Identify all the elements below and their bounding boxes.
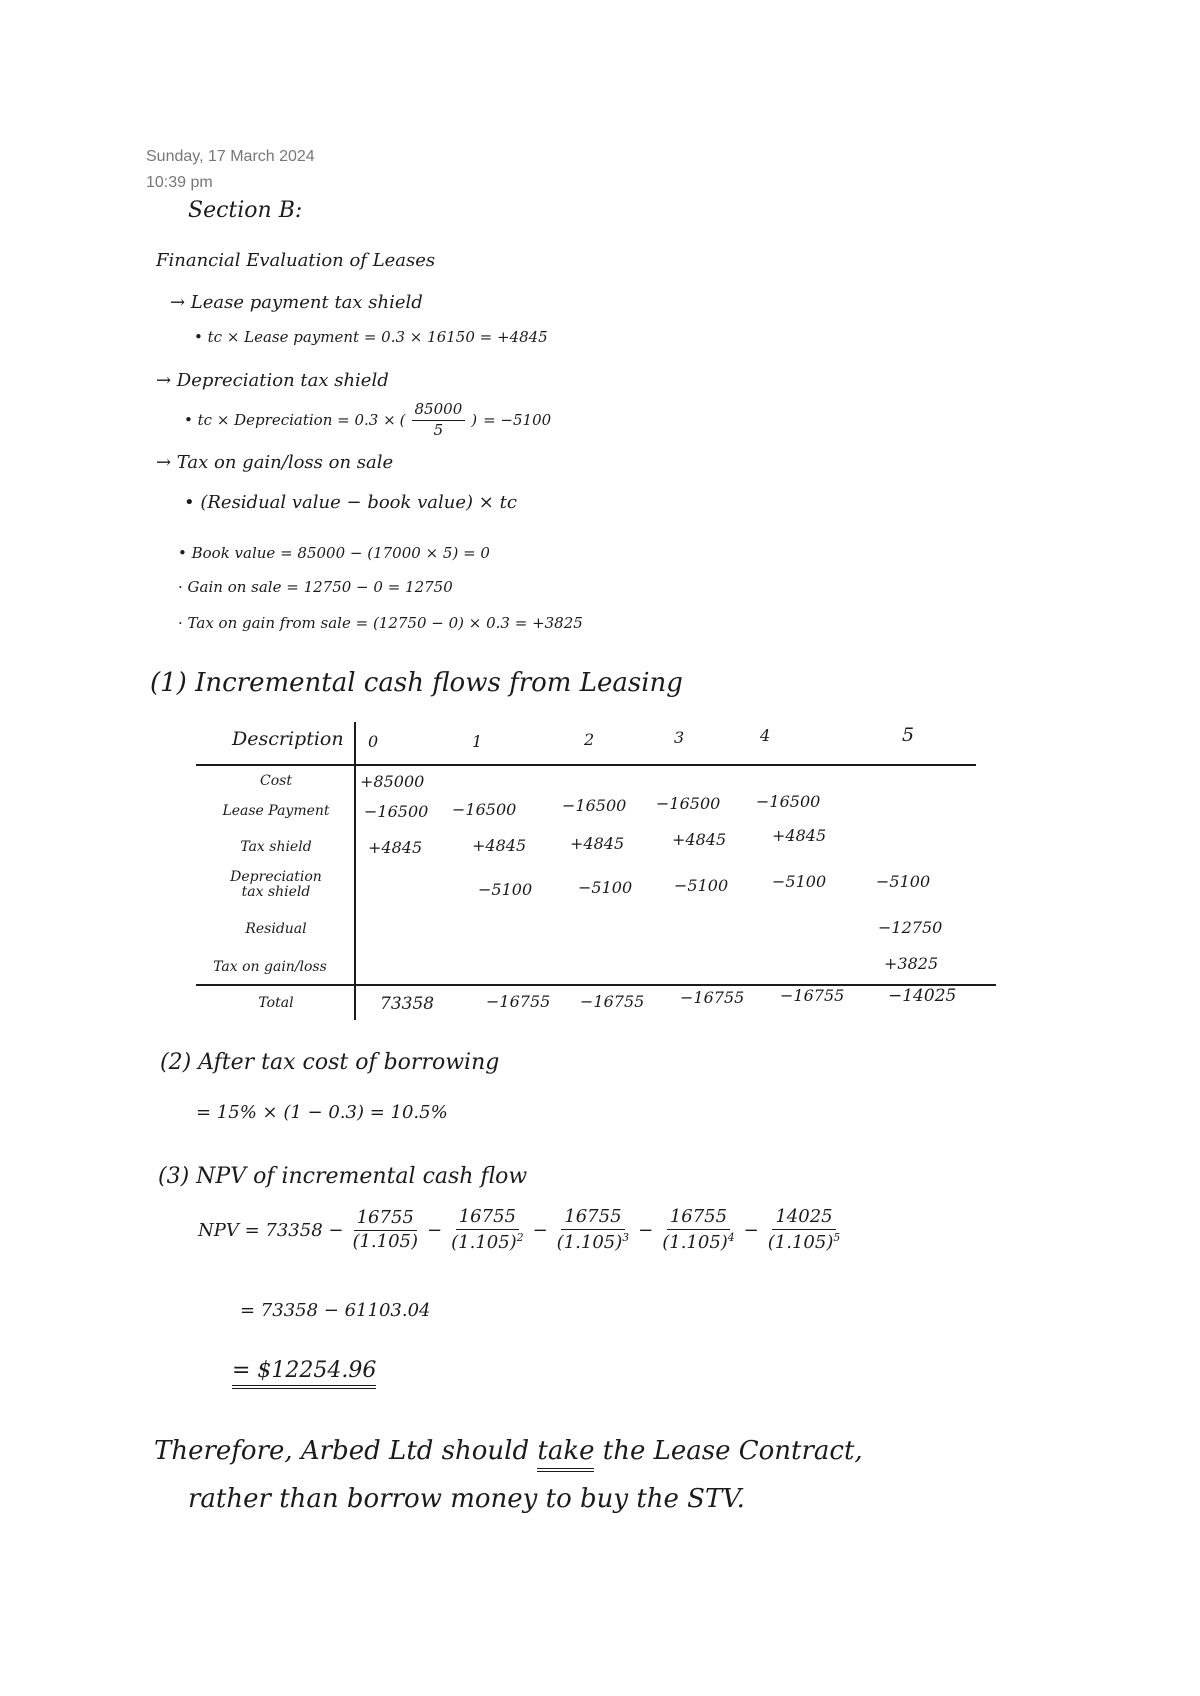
lease-y0: −16500 (364, 802, 429, 821)
npv-term-5-den: (1.105) (767, 1231, 834, 1253)
conclusion-line-2: rather than borrow money to buy the STV. (188, 1484, 745, 1514)
row-label-lease-payment: Lease Payment (222, 803, 330, 819)
npv-term-2-num: 16755 (456, 1208, 519, 1230)
dep-fraction-num: 85000 (412, 402, 466, 421)
npv-term-4-num: 16755 (667, 1208, 730, 1230)
dep-formula-prefix: • tc × Depreciation = 0.3 × (184, 411, 396, 430)
npv-equation (198, 1208, 849, 1253)
row-label-cost: Cost (260, 773, 292, 789)
table-total-rule (196, 984, 996, 986)
npv-minus-3: − (638, 1219, 654, 1241)
section-title: Section B: (188, 198, 303, 223)
table-header-year-3: 3 (674, 728, 685, 747)
residual-y5: −12750 (878, 918, 943, 937)
npv-term-2-den: (1.105) (451, 1231, 517, 1253)
npv-term-2-exp: 2 (516, 1230, 524, 1244)
table-header-description: Description (232, 728, 344, 750)
table-header-year-1: 1 (472, 732, 483, 751)
npv-term-4-den: (1.105) (662, 1231, 728, 1253)
npv-term-3-exp: 3 (622, 1230, 630, 1244)
npv-step2: = 73358 − 61103.04 (240, 1300, 431, 1321)
taxshield-y1: +4845 (472, 836, 527, 855)
total-y1: −16755 (486, 992, 551, 1011)
npv-term-1-den: (1.105) (352, 1230, 419, 1252)
row-label-depreciation: Depreciation tax shield (230, 869, 322, 901)
total-y0: 73358 (380, 994, 435, 1014)
conclusion-text-c: the Lease Contract, (594, 1436, 863, 1466)
lease-y1: −16500 (452, 800, 517, 819)
total-y4: −16755 (780, 986, 845, 1005)
lease-tax-shield-formula: • tc × Lease payment = 0.3 × 16150 = +4845 (194, 328, 548, 346)
lease-y4: −16500 (756, 792, 821, 811)
npv-term-2 (448, 1208, 526, 1253)
cash-flow-table (196, 722, 996, 1020)
dep-formula-suffix: = −5100 (483, 411, 552, 430)
npv-term-3-num: 16755 (561, 1208, 624, 1230)
total-y5: −14025 (888, 986, 957, 1006)
taxgain-y5: +3825 (884, 954, 939, 973)
row-label-tax-on-gain: Tax on gain/loss (213, 959, 327, 975)
table-header-year-0: 0 (368, 732, 379, 751)
npv-minus-4: − (743, 1219, 759, 1241)
dep-y5: −5100 (876, 872, 931, 891)
part2-formula: = 15% × (1 − 0.3) = 10.5% (196, 1102, 448, 1123)
part1-title: (1) Incremental cash flows from Leasing (150, 668, 683, 698)
note-time: 10:39 pm (146, 174, 213, 191)
conclusion-line-1 (154, 1436, 863, 1466)
table-column-rule (354, 722, 356, 1020)
part2-title: (2) After tax cost of borrowing (160, 1050, 500, 1075)
npv-term-4-exp: 4 (727, 1230, 735, 1244)
npv-term-5 (765, 1208, 843, 1253)
part3-title: (3) NPV of incremental cash flow (158, 1164, 528, 1189)
dep-fraction-den: 5 (433, 420, 444, 439)
cost-y0: +85000 (360, 772, 425, 791)
conclusion-text-a: Therefore, Arbed Ltd should (154, 1436, 538, 1466)
tax-on-gain: · Tax on gain from sale = (12750 − 0) × 0.3 = +3825 (178, 614, 583, 632)
npv-term-5-num: 14025 (772, 1208, 835, 1230)
dep-tax-shield-title: → Depreciation tax shield (156, 370, 389, 391)
dep-y4: −5100 (772, 872, 827, 891)
taxshield-y4: +4845 (772, 826, 827, 845)
table-header-rule (196, 764, 976, 766)
npv-term-5-exp: 5 (833, 1230, 841, 1244)
npv-term-3-den: (1.105) (556, 1231, 623, 1253)
taxshield-y3: +4845 (672, 830, 727, 849)
npv-term-4 (659, 1208, 737, 1253)
book-value: • Book value = 85000 − (17000 × 5) = 0 (178, 544, 490, 562)
tax-gain-formula: • (Residual value − book value) × tc (184, 492, 517, 513)
dep-tax-shield-formula: • tc × Depreciation = 0.3 × ( $\frac{85000}{5}$ ) = −5100 (184, 400, 552, 439)
total-y2: −16755 (580, 992, 645, 1011)
npv-minus-2: − (532, 1219, 548, 1241)
row-label-tax-shield: Tax shield (240, 839, 312, 855)
taxshield-y0: +4845 (368, 838, 423, 857)
page-heading: Financial Evaluation of Leases (156, 250, 436, 271)
npv-minus-1: − (427, 1219, 443, 1241)
note-date: Sunday, 17 March 2024 (146, 148, 315, 165)
lease-y3: −16500 (656, 794, 721, 813)
lease-y2: −16500 (562, 796, 627, 815)
npv-term-1-num: 16755 (354, 1209, 417, 1231)
npv-term-3 (554, 1208, 632, 1253)
npv-result-value: = $12254.96 (232, 1358, 376, 1389)
dep-y1: −5100 (478, 880, 533, 899)
dep-y2: −5100 (578, 878, 633, 897)
table-header-year-2: 2 (584, 730, 595, 749)
table-header-year-5: 5 (902, 724, 915, 746)
table-header-year-4: 4 (760, 726, 771, 745)
tax-gain-title: → Tax on gain/loss on sale (156, 452, 394, 473)
npv-prefix: NPV = 73358 − (198, 1219, 344, 1241)
npv-result (232, 1358, 376, 1383)
gain-on-sale: · Gain on sale = 12750 − 0 = 12750 (178, 578, 453, 596)
conclusion-emphasis-take: take (537, 1436, 594, 1472)
row-label-total: Total (258, 995, 294, 1011)
dep-y3: −5100 (674, 876, 729, 895)
row-label-residual: Residual (245, 921, 307, 937)
npv-term-1 (349, 1209, 421, 1252)
dep-fraction (412, 402, 466, 439)
lease-tax-shield-title: → Lease payment tax shield (170, 292, 423, 313)
total-y3: −16755 (680, 988, 745, 1007)
taxshield-y2: +4845 (570, 834, 625, 853)
